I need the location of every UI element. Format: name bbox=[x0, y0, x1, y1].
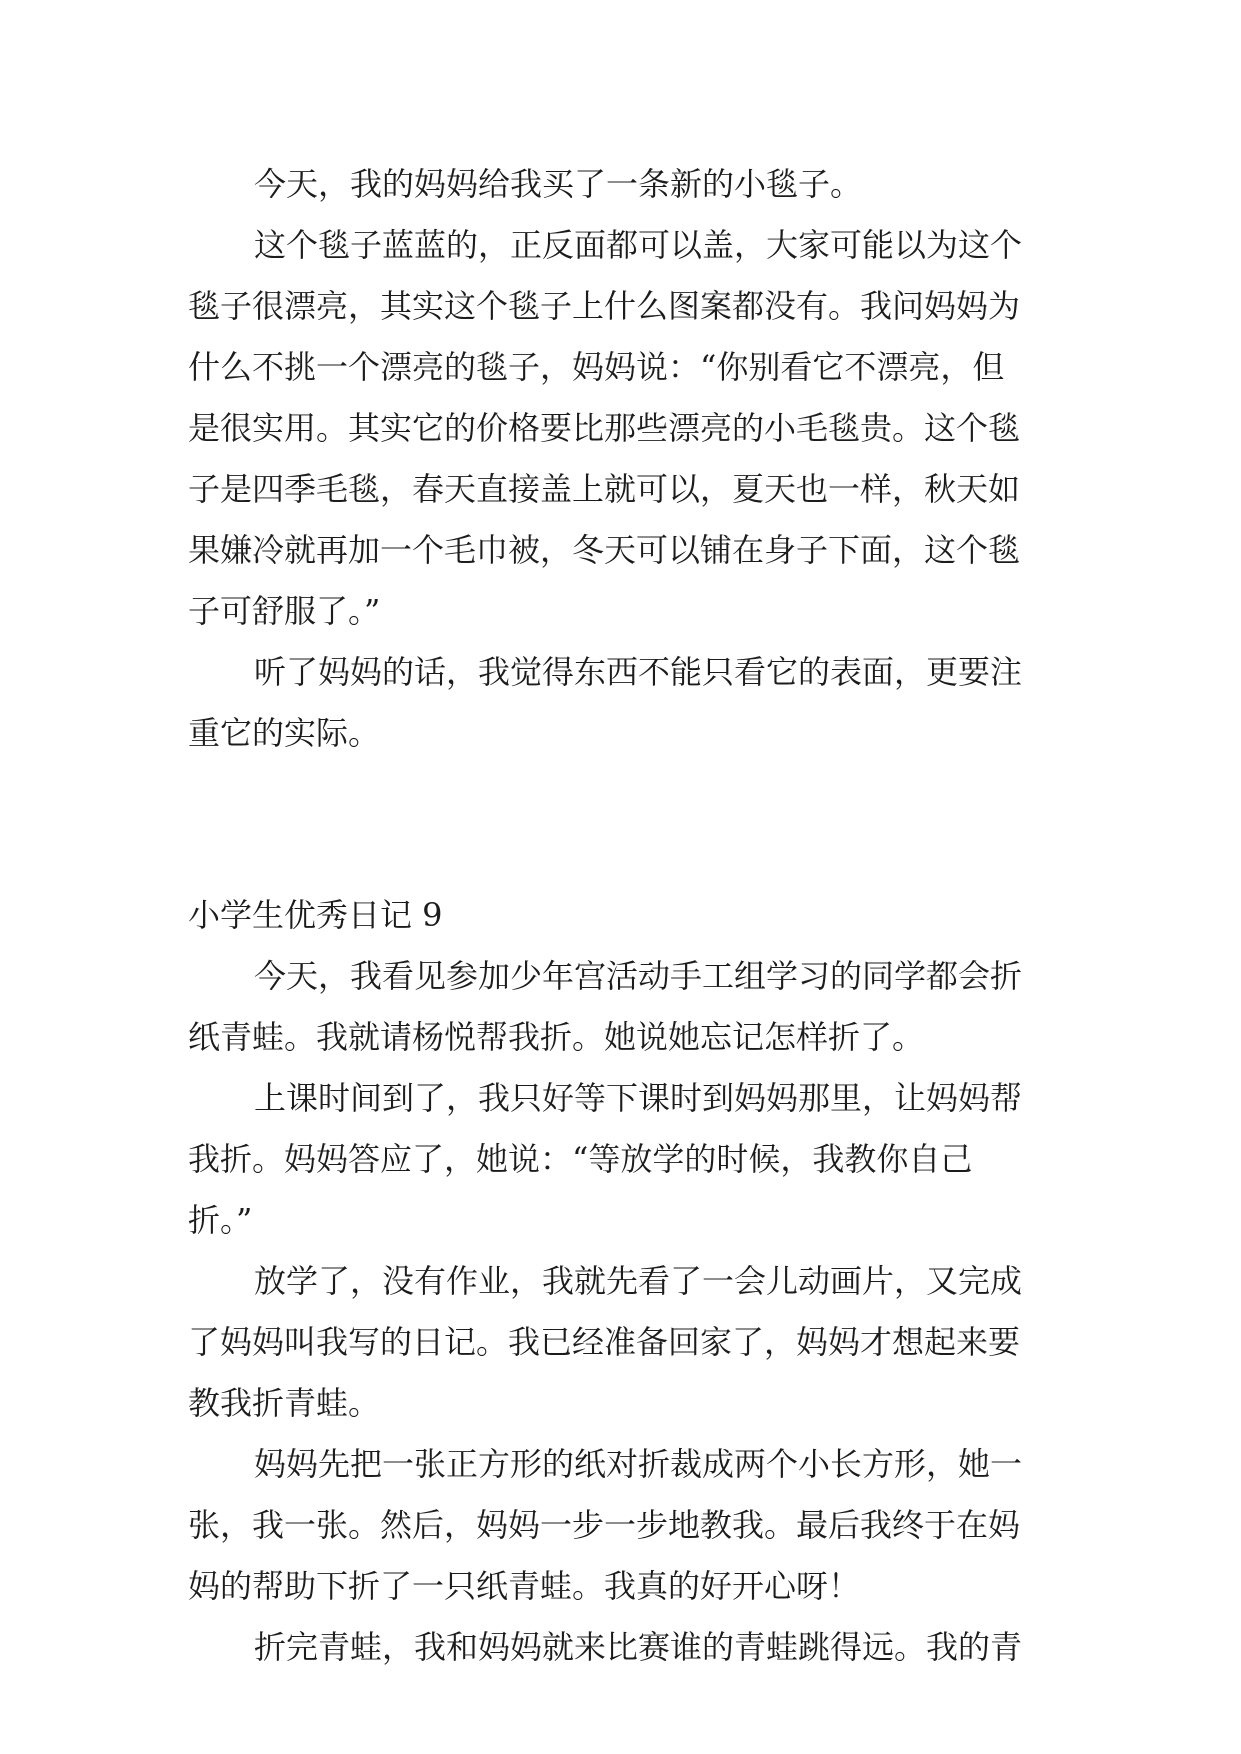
paragraph-line: 张，我一张。然后，妈妈一步一步地教我。最后我终于在妈 bbox=[188, 1506, 1021, 1544]
paragraph-line: 是很实用。其实它的价格要比那些漂亮的小毛毯贵。这个毯 bbox=[188, 409, 1021, 447]
paragraph-line: 教我折青蛙。 bbox=[188, 1384, 381, 1422]
document-body bbox=[188, 154, 1052, 1678]
section-gap bbox=[188, 764, 1052, 885]
paragraph-line: 纸青蛙。我就请杨悦帮我折。她说她忘记怎样折了。 bbox=[188, 1018, 925, 1056]
paragraph-line: 果嫌冷就再加一个毛巾被，冬天可以铺在身子下面，这个毯 bbox=[188, 531, 1021, 569]
paragraph-line: 听了妈妈的话，我觉得东西不能只看它的表面，更要注 bbox=[254, 653, 1023, 691]
paragraph-line: 妈的帮助下折了一只纸青蛙。我真的好开心呀！ bbox=[188, 1567, 861, 1605]
paragraph-line: 妈妈先把一张正方形的纸对折裁成两个小长方形，她一 bbox=[254, 1445, 1023, 1483]
paragraph-line: 毯子很漂亮，其实这个毯子上什么图案都没有。我问妈妈为 bbox=[188, 287, 1021, 325]
paragraph-line: 重它的实际。 bbox=[188, 714, 381, 752]
paragraph-line: 放学了，没有作业，我就先看了一会儿动画片，又完成 bbox=[254, 1262, 1023, 1300]
paragraph-line: 今天，我的妈妈给我买了一条新的小毯子。 bbox=[254, 165, 863, 203]
paragraph-line: 折完青蛙，我和妈妈就来比赛谁的青蛙跳得远。我的青 bbox=[254, 1628, 1023, 1666]
paragraph-line: 这个毯子蓝蓝的，正反面都可以盖，大家可能以为这个 bbox=[254, 226, 1023, 264]
paragraph-line: 我折。妈妈答应了，她说：“等放学的时候，我教你自己 bbox=[188, 1140, 973, 1178]
paragraph-line: 今天，我看见参加少年宫活动手工组学习的同学都会折 bbox=[254, 957, 1023, 995]
paragraph-line: 子可舒服了。” bbox=[188, 592, 381, 630]
paragraph-line: 什么不挑一个漂亮的毯子，妈妈说：“你别看它不漂亮，但 bbox=[188, 348, 1005, 386]
section-title: 小学生优秀日记 9 bbox=[188, 896, 443, 934]
paragraph-line: 上课时间到了，我只好等下课时到妈妈那里，让妈妈帮 bbox=[254, 1079, 1023, 1117]
paragraph-line: 了妈妈叫我写的日记。我已经准备回家了，妈妈才想起来要 bbox=[188, 1323, 1021, 1361]
paragraph-line: 子是四季毛毯，春天直接盖上就可以，夏天也一样，秋天如 bbox=[188, 470, 1021, 508]
paragraph-line: 折。” bbox=[188, 1201, 253, 1239]
